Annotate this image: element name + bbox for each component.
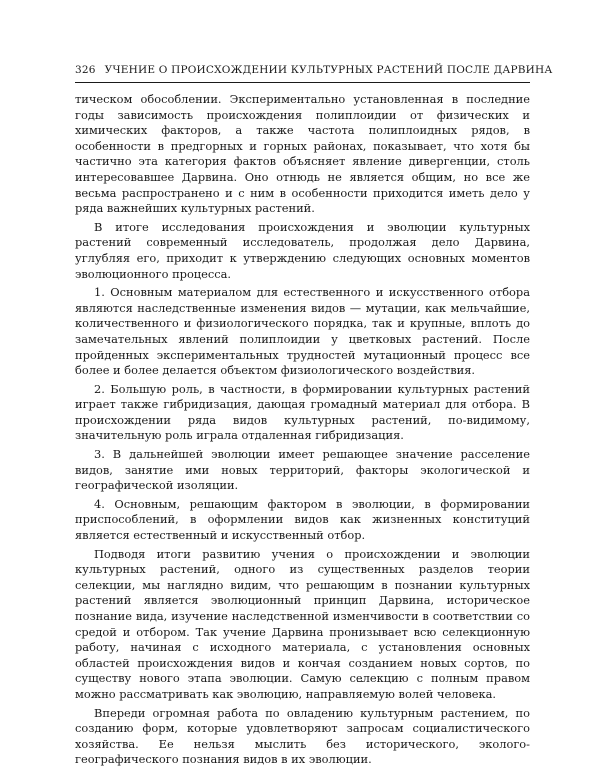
paragraph-item-3: 3. В дальнейшей эволюции имеет решающее значение расселение видов, занятие ими новых территорий, факторы экологической и географической изоляции. xyxy=(75,447,530,493)
running-header xyxy=(75,64,553,76)
running-title: УЧЕНИЕ О ПРОИСХОЖДЕНИИ КУЛЬТУРНЫХ РАСТЕНИЙ ПОСЛЕ ДАРВИНА xyxy=(104,64,553,76)
paragraph-item-2: 2. Большую роль, в частности, в формировании культурных растений играет также гибридизация, дающая громадный материал для отбора. В происхождении ряда видов культурных растений, по-видимому, значительную роль играла отдаленная гибридизация. xyxy=(75,381,530,443)
paragraph: В итоге исследования происхождения и эволюции культурных растений современный исследователь, продолжая дело Дарвина, углубляя его, приходит к утверждению следующих основных моментов эволюционного процесса. xyxy=(75,219,530,281)
paragraph-item-1: 1. Основным материалом для естественного и искусственного отбора являются наследственные изменения видов — мутации, как мельчайшие, количественного и физиологического порядка, так и крупные, вплоть до замечательных явлений полиплоидии у цветковых растений. После пройденных экспериментальных трудностей мутационный процесс все более и более делается объектом физиологического воздействия. xyxy=(75,285,530,378)
print-mark xyxy=(357,681,363,682)
body-text xyxy=(75,92,530,771)
paragraph-final: Впереди огромная работа по овладению культурным растением, по созданию форм, которые удовлетворяют запросам социалистического хозяйства. Ее нельзя мыслить без исторического, эколого-географического познания видов в их эволюции. xyxy=(75,705,530,767)
paragraph-continued: тическом обособлении. Экспериментально установленная в последние годы зависимость происхождения полиплоидии от физических и химических факторов, а также частота полиплоидных рядов, в особенности в предгорных и горных районах, показывает, что хотя бы частично эта категория фактов объясняет явление дивергенции, столь интересовавшее Дарвина. Оно отнюдь не является общим, но все же весьма распространено и с ним в особенности приходится иметь дело у ряда важнейших культурных растений. xyxy=(75,92,530,216)
header-rule xyxy=(75,82,530,83)
page-number: 326 xyxy=(75,64,96,76)
paragraph-item-4: 4. Основным, решающим фактором в эволюции, в формировании приспособлений, в оформлении видов как жизненных конституций является естественный и искусственный отбор. xyxy=(75,496,530,543)
paragraph-summary: Подводя итоги развитию учения о происхождении и эволюции культурных растений, одного из существенных разделов теории селекции, мы наглядно видим, что решающим в познании культурных растений является эволюционный принцип Дарвина, историческое познание вида, изучение наследственной изменчивости в соответствии со средой и отбором. Так учение Дарвина пронизывает всю селекционную работу, начиная с исходного материала, с установления основных областей происхождения видов и кончая созданием новых сортов, по существу нового этапа эволюции. Самую селекцию с полным правом можно рассматривать как эволюцию, направляемую волей человека. xyxy=(75,546,530,701)
